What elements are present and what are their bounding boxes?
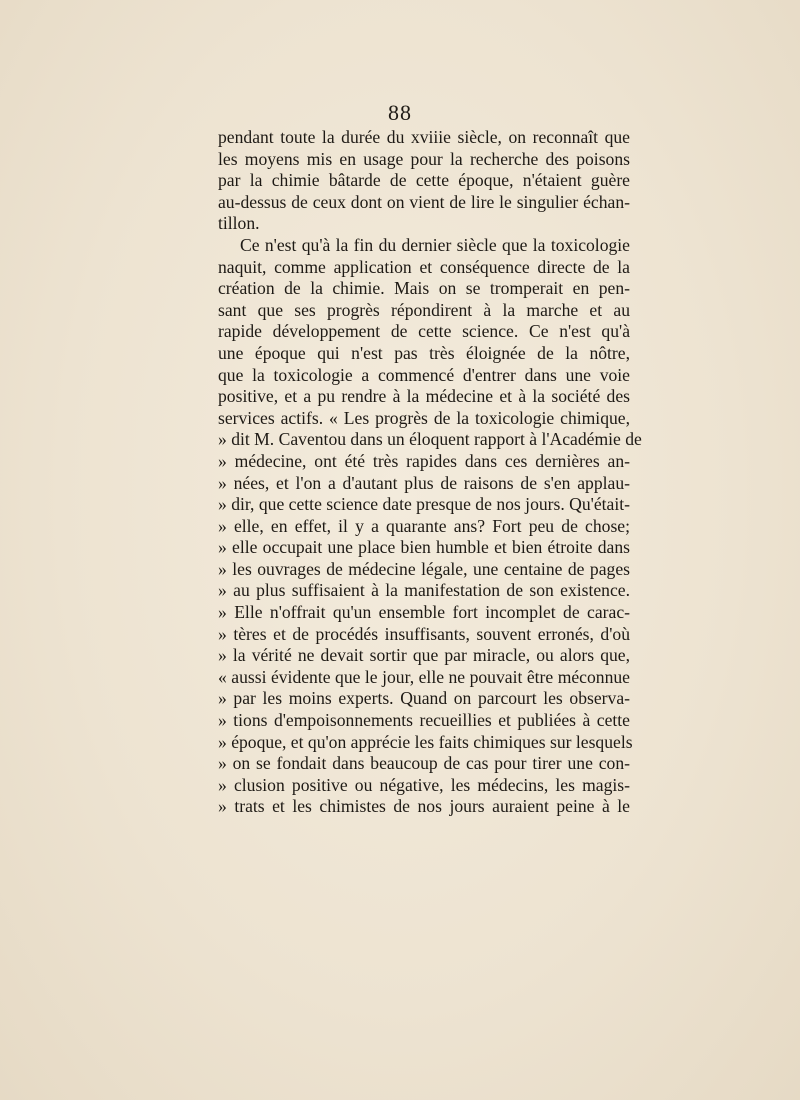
text-line: naquit, comme application et conséquence directe de la (218, 256, 630, 277)
text-line: au-dessus de ceux dont on vient de lire le singulier échan- (218, 191, 630, 212)
text-line: » dir, que cette science date presque de nos jours. Qu'était- (218, 494, 630, 515)
text-line: les moyens mis en usage pour la recherche des poisons (218, 148, 630, 169)
text-line: tillon. (218, 213, 260, 234)
text-line: » on se fondait dans beaucoup de cas pour tirer une con- (218, 753, 630, 774)
text-line: » trats et les chimistes de nos jours auraient peine à le (218, 796, 630, 817)
body-text (218, 127, 642, 818)
text-line: » clusion positive ou négative, les médecins, les magis- (218, 774, 630, 795)
text-line: » elle, en effet, il y a quarante ans? Fort peu de chose; (218, 515, 630, 536)
text-line: » Elle n'offrait qu'un ensemble fort incomplet de carac- (218, 602, 630, 623)
text-line: rapide développement de cette science. Ce n'est qu'à (218, 321, 630, 342)
text-line: » tions d'empoisonnements recueillies et publiées à cette (218, 710, 630, 731)
text-line: » tères et de procédés insuffisants, souvent erronés, d'où (218, 623, 630, 644)
text-line: » nées, et l'on a d'autant plus de raisons de s'en applau- (218, 472, 630, 493)
page-number: 88 (388, 100, 412, 125)
text-line: » la vérité ne devait sortir que par miracle, ou alors que, (218, 645, 630, 666)
text-line: création de la chimie. Mais on se tromperait en pen- (218, 278, 630, 299)
text-line: » au plus suffisaient à la manifestation de son existence. (218, 580, 630, 601)
text-line: pendant toute la durée du xviiie siècle, on reconnaît que (218, 127, 630, 147)
text-line: services actifs. « Les progrès de la toxicologie chimique, (218, 407, 630, 428)
text-line: » elle occupait une place bien humble et bien étroite dans (218, 537, 630, 558)
text-line: Ce n'est qu'à la fin du dernier siècle que la toxicologie (240, 234, 630, 255)
text-line: par la chimie bâtarde de cette époque, n'étaient guère (218, 170, 630, 191)
text-line: » les ouvrages de médecine légale, une centaine de pages (218, 558, 630, 579)
text-line: que la toxicologie a commencé d'entrer dans une voie (218, 364, 630, 385)
text-line: » dit M. Caventou dans un éloquent rapport à l'Académie de (218, 429, 642, 450)
text-line: sant que ses progrès répondirent à la marche et au (218, 299, 630, 320)
text-line: positive, et a pu rendre à la médecine et à la société des (218, 386, 630, 407)
text-line: » époque, et qu'on apprécie les faits chimiques sur lesquels (218, 731, 633, 752)
text-line: » par les moins experts. Quand on parcourt les observa- (218, 688, 630, 709)
text-line: » médecine, ont été très rapides dans ces dernières an- (218, 450, 630, 471)
text-line: « aussi évidente que le jour, elle ne pouvait être méconnue (218, 666, 630, 687)
text-line: une époque qui n'est pas très éloignée de la nôtre, (218, 342, 630, 363)
